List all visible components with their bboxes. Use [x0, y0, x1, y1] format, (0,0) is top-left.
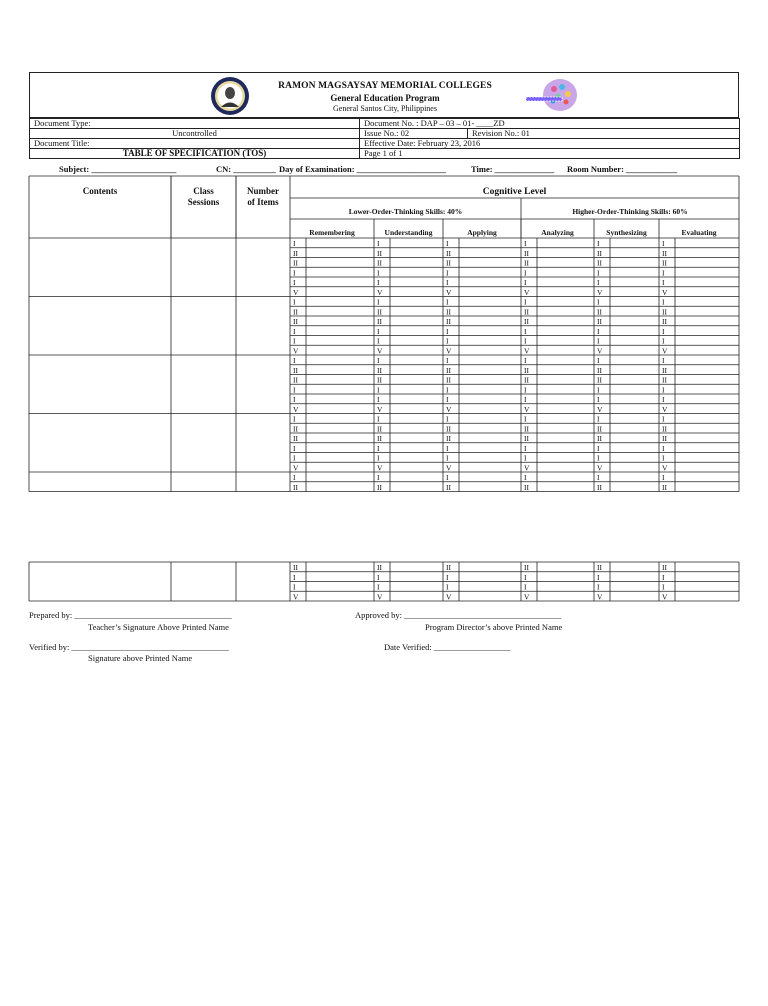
test-type-label: I	[446, 414, 449, 424]
test-type-label: I	[377, 443, 380, 453]
hots-header: Higher-Order-Thinking Skills: 60%	[572, 207, 688, 216]
test-type-label: II	[446, 248, 451, 258]
test-type-label: V	[524, 404, 530, 414]
test-type-label: II	[377, 258, 382, 268]
test-type-label: I	[446, 385, 449, 395]
effective-date: Effective Date: February 23, 2016	[360, 139, 740, 149]
test-type-label: II	[524, 248, 529, 258]
test-type-label: V	[597, 463, 603, 473]
test-type-label: II	[662, 365, 667, 375]
test-type-label: II	[293, 424, 298, 434]
test-type-label: II	[524, 482, 529, 492]
test-type-label: V	[446, 287, 452, 297]
test-type-label: II	[293, 307, 298, 317]
test-type-label: V	[377, 463, 383, 473]
test-type-label: V	[662, 592, 668, 602]
test-type-label: I	[524, 572, 527, 582]
approved-caption: Program Director’s above Printed Name	[425, 622, 563, 632]
test-type-label: I	[293, 385, 296, 395]
test-type-label: I	[377, 395, 380, 404]
document-type-value: Uncontrolled	[30, 129, 360, 139]
test-type-label: I	[524, 356, 527, 365]
test-type-label: I	[377, 278, 380, 287]
test-type-label: I	[377, 239, 380, 248]
test-type-label: I	[377, 414, 380, 424]
test-type-label: I	[597, 414, 600, 424]
test-type-label: II	[293, 434, 298, 443]
test-type-label: I	[662, 473, 665, 482]
test-type-label: II	[524, 365, 529, 375]
test-type-label: V	[597, 404, 603, 414]
test-type-label: II	[446, 317, 451, 326]
contents-header: Contents	[82, 186, 118, 196]
test-type-label: I	[524, 385, 527, 395]
cn-field: CN: __________	[216, 164, 276, 174]
level-header-understanding: Understanding	[384, 228, 433, 237]
test-type-label: I	[377, 268, 380, 278]
test-type-label: II	[597, 307, 602, 317]
test-type-label: II	[293, 365, 298, 375]
test-type-label: I	[524, 239, 527, 248]
test-type-label: I	[293, 297, 296, 307]
test-type-label: II	[446, 563, 451, 572]
test-type-label: II	[446, 307, 451, 317]
test-type-label: I	[446, 395, 449, 404]
test-type-label: V	[597, 287, 603, 297]
test-type-label: II	[524, 317, 529, 326]
test-type-label: I	[377, 582, 380, 592]
test-type-label: I	[662, 356, 665, 365]
test-type-label: II	[524, 424, 529, 434]
test-type-label: I	[524, 395, 527, 404]
test-type-label: V	[377, 404, 383, 414]
test-type-label: I	[293, 443, 296, 453]
test-type-label: V	[446, 463, 452, 473]
test-type-label: V	[524, 592, 530, 602]
test-type-label: I	[524, 336, 527, 346]
level-header-analyzing: Analyzing	[541, 228, 574, 237]
test-type-label: II	[293, 317, 298, 326]
test-type-label: V	[446, 346, 452, 356]
test-type-label: II	[597, 375, 602, 385]
test-type-label: I	[377, 385, 380, 395]
test-type-label: V	[446, 404, 452, 414]
test-type-label: II	[293, 248, 298, 258]
test-type-label: I	[293, 326, 296, 336]
test-type-label: V	[293, 404, 299, 414]
test-type-label: I	[524, 582, 527, 592]
test-type-label: I	[597, 278, 600, 287]
test-type-label: I	[293, 278, 296, 287]
test-type-label: I	[377, 572, 380, 582]
issue-number: Issue No.: 02	[360, 129, 468, 139]
test-type-label: I	[446, 239, 449, 248]
test-type-label: I	[524, 297, 527, 307]
test-type-label: II	[377, 317, 382, 326]
test-type-label: I	[662, 297, 665, 307]
test-type-label: I	[597, 582, 600, 592]
test-type-label: V	[662, 287, 668, 297]
test-type-label: V	[293, 287, 299, 297]
test-type-label: I	[597, 473, 600, 482]
test-type-label: I	[597, 356, 600, 365]
test-type-label: I	[377, 473, 380, 482]
level-header-synthesizing: Synthesizing	[606, 228, 647, 237]
test-type-label: II	[293, 563, 298, 572]
test-type-label: V	[597, 592, 603, 602]
test-type-label: I	[524, 443, 527, 453]
test-type-label: II	[597, 365, 602, 375]
test-type-label: II	[662, 258, 667, 268]
test-type-label: V	[446, 592, 452, 602]
test-type-label: I	[662, 572, 665, 582]
test-type-label: I	[446, 453, 449, 463]
test-type-label: V	[377, 592, 383, 602]
test-type-label: I	[377, 453, 380, 463]
test-type-label: V	[524, 287, 530, 297]
test-type-label: II	[446, 434, 451, 443]
test-type-label: I	[597, 268, 600, 278]
test-type-label: II	[377, 365, 382, 375]
approved-by: Approved by: _____________________________________	[355, 610, 562, 620]
test-type-label: I	[597, 336, 600, 346]
test-type-label: I	[446, 278, 449, 287]
institution-location: General Santos City, Philippines	[333, 104, 437, 113]
level-header-evaluating: Evaluating	[681, 228, 717, 237]
test-type-label: I	[597, 239, 600, 248]
test-type-label: I	[293, 414, 296, 424]
test-type-label: II	[377, 563, 382, 572]
test-type-label: V	[662, 463, 668, 473]
test-type-label: V	[524, 346, 530, 356]
test-type-label: I	[524, 268, 527, 278]
class-sessions-header: Sessions	[187, 197, 220, 207]
test-type-label: I	[446, 297, 449, 307]
test-type-label: II	[524, 375, 529, 385]
test-type-label: II	[524, 563, 529, 572]
test-type-label: I	[446, 582, 449, 592]
test-type-label: II	[446, 375, 451, 385]
test-type-label: I	[597, 443, 600, 453]
date-verified: Date Verified: __________________	[384, 642, 511, 652]
document-type-label: Document Type:	[30, 119, 360, 129]
test-type-label: I	[524, 414, 527, 424]
test-type-label: I	[293, 239, 296, 248]
document-number: Document No. : DAP – 03 – 01- ____ZD	[360, 119, 740, 129]
test-type-label: II	[662, 375, 667, 385]
test-type-label: V	[377, 346, 383, 356]
test-type-label: II	[662, 434, 667, 443]
test-type-label: I	[446, 356, 449, 365]
number-of-items-header: Number	[247, 186, 279, 196]
document-title-label: Document Title:	[30, 139, 360, 149]
test-type-label: I	[293, 473, 296, 482]
page-number: Page 1 of 1	[360, 149, 740, 159]
test-type-label: II	[377, 248, 382, 258]
test-type-label: I	[293, 268, 296, 278]
test-type-label: V	[662, 404, 668, 414]
exam-day-field: Day of Examination: _____________________	[279, 164, 446, 174]
test-type-label: I	[597, 297, 600, 307]
test-type-label: I	[662, 336, 665, 346]
test-type-label: V	[524, 463, 530, 473]
test-type-label: II	[662, 248, 667, 258]
test-type-label: II	[446, 365, 451, 375]
test-type-label: I	[662, 278, 665, 287]
cognitive-level-header: Cognitive Level	[482, 187, 547, 197]
test-type-label: II	[377, 482, 382, 492]
test-type-label: I	[524, 278, 527, 287]
test-type-label: II	[597, 317, 602, 326]
test-type-label: I	[293, 336, 296, 346]
level-header-remembering: Remembering	[309, 228, 355, 237]
test-type-label: I	[446, 336, 449, 346]
test-type-label: II	[597, 248, 602, 258]
test-type-label: I	[662, 326, 665, 336]
test-type-label: I	[377, 297, 380, 307]
test-type-label: II	[597, 563, 602, 572]
test-type-label: II	[293, 258, 298, 268]
test-type-label: II	[524, 434, 529, 443]
test-type-label: II	[293, 375, 298, 385]
test-type-label: II	[662, 482, 667, 492]
verified-caption: Signature above Printed Name	[88, 653, 193, 663]
document-title-value: TABLE OF SPECIFICATION (TOS)	[30, 149, 360, 159]
prepared-by: Prepared by: _____________________________________	[29, 610, 232, 620]
test-type-label: V	[662, 346, 668, 356]
test-type-label: V	[293, 346, 299, 356]
test-type-label: I	[662, 268, 665, 278]
test-type-label: V	[293, 463, 299, 473]
time-field: Time: ______________	[471, 164, 555, 174]
test-type-label: II	[446, 482, 451, 492]
test-type-label: V	[293, 592, 299, 602]
test-type-label: I	[446, 443, 449, 453]
test-type-label: I	[662, 414, 665, 424]
test-type-label: II	[524, 307, 529, 317]
test-type-label: I	[293, 453, 296, 463]
test-type-label: I	[524, 453, 527, 463]
test-type-label: I	[377, 326, 380, 336]
test-type-label: II	[597, 258, 602, 268]
test-type-label: I	[524, 326, 527, 336]
test-type-label: II	[662, 317, 667, 326]
revision-number: Revision No.: 01	[468, 129, 740, 139]
test-type-label: I	[597, 385, 600, 395]
test-type-label: II	[377, 424, 382, 434]
test-type-label: I	[377, 336, 380, 346]
test-type-label: I	[662, 395, 665, 404]
test-type-label: I	[293, 395, 296, 404]
class-sessions-header: Class	[193, 186, 214, 196]
test-type-label: II	[597, 434, 602, 443]
test-type-label: II	[377, 434, 382, 443]
test-type-label: I	[662, 582, 665, 592]
test-type-label: I	[446, 572, 449, 582]
test-type-label: II	[662, 563, 667, 572]
test-type-label: I	[524, 473, 527, 482]
test-type-label: V	[597, 346, 603, 356]
institution-name: RAMON MAGSAYSAY MEMORIAL COLLEGES	[278, 81, 492, 91]
test-type-label: I	[597, 453, 600, 463]
test-type-label: II	[446, 424, 451, 434]
test-type-label: II	[597, 482, 602, 492]
test-type-label: II	[446, 258, 451, 268]
number-of-items-header: of Items	[247, 197, 279, 207]
room-field: Room Number: ____________	[567, 164, 678, 174]
test-type-label: I	[597, 572, 600, 582]
test-type-label: I	[293, 572, 296, 582]
prepared-caption: Teacher’s Signature Above Printed Name	[88, 622, 229, 632]
test-type-label: I	[597, 395, 600, 404]
verified-by: Verified by: _____________________________________	[29, 642, 229, 652]
test-type-label: I	[662, 453, 665, 463]
level-header-applying: Applying	[467, 228, 497, 237]
test-type-label: I	[662, 385, 665, 395]
test-type-label: I	[446, 268, 449, 278]
test-type-label: V	[377, 287, 383, 297]
test-type-label: I	[377, 356, 380, 365]
test-type-label: I	[662, 239, 665, 248]
test-type-label: II	[524, 258, 529, 268]
test-type-label: I	[446, 473, 449, 482]
test-type-label: II	[377, 375, 382, 385]
test-type-label: II	[597, 424, 602, 434]
program-name: General Education Program	[330, 93, 440, 103]
test-type-label: I	[446, 326, 449, 336]
test-type-label: I	[293, 582, 296, 592]
test-type-label: I	[597, 326, 600, 336]
test-type-label: II	[662, 307, 667, 317]
test-type-label: I	[662, 443, 665, 453]
test-type-label: II	[293, 482, 298, 492]
subject-field: Subject: ____________________	[59, 164, 177, 174]
test-type-label: II	[662, 424, 667, 434]
test-type-label: II	[377, 307, 382, 317]
lots-header: Lower-Order-Thinking Skills: 40%	[348, 207, 463, 216]
test-type-label: I	[293, 356, 296, 365]
